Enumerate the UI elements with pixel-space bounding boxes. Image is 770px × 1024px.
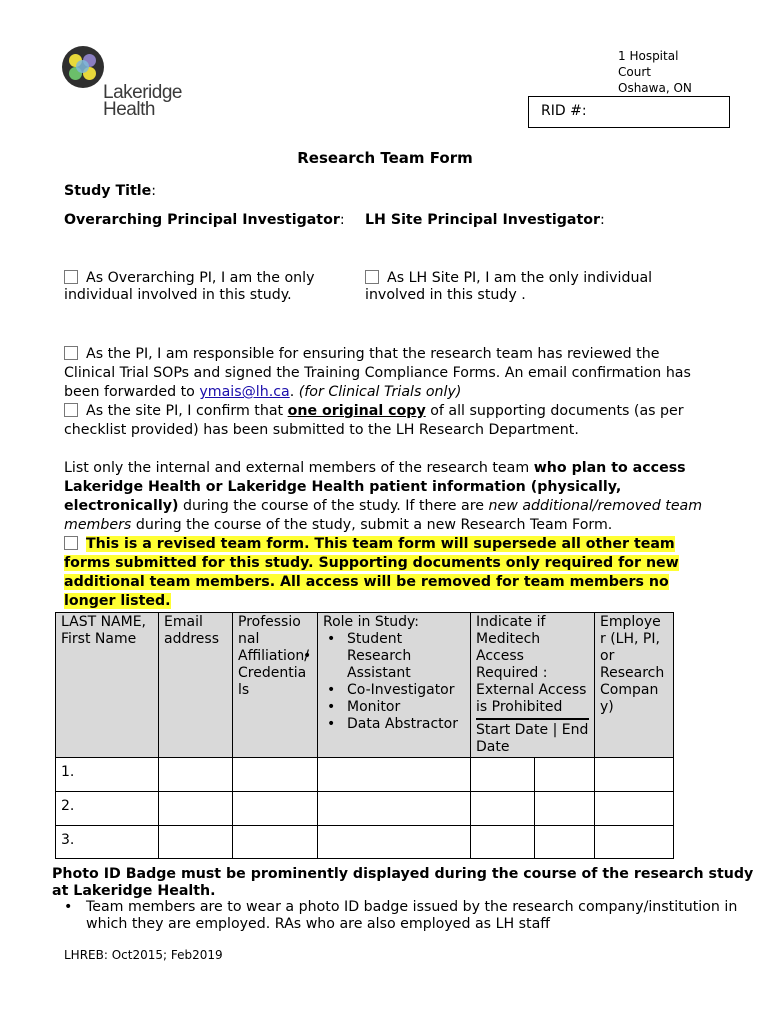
revised-form-checkbox[interactable] [64, 536, 78, 550]
revised-form-option[interactable] [64, 535, 714, 611]
rid-field[interactable] [528, 96, 730, 128]
intro-bold: who plan to access Lakeridge Health or Lakeridge Health patient information (physically, electronically) [64, 460, 686, 514]
row-number: 1. [56, 758, 159, 792]
header-email: Email address [159, 613, 233, 758]
cell-employer[interactable] [595, 792, 674, 826]
cell-start-date[interactable] [471, 758, 535, 792]
photo-id-notice: Photo ID Badge must be prominently displayed during the course of the research study at Lakeridge Health. [52, 866, 754, 899]
hospital-address [618, 48, 692, 96]
cell-start-date[interactable] [471, 792, 535, 826]
header-meditech [471, 613, 595, 758]
clinical-trials-note: (for Clinical Trials only) [298, 384, 462, 400]
site-pi-field[interactable] [365, 212, 605, 228]
intro-mid: during the course of the study. If there are [178, 498, 489, 514]
table-row[interactable] [56, 826, 674, 859]
confirm-text-post: of all supporting documents (as per checklist provided) has been submitted to the LH Research Department. [64, 403, 684, 438]
role-item: • Research Assistant [323, 648, 465, 682]
cell-email[interactable] [159, 792, 233, 826]
colon: : [339, 212, 345, 228]
cell-affiliation[interactable] [233, 758, 318, 792]
role-item: • Monitor [323, 699, 465, 716]
intro-pre: List only the internal and external members of the research team [64, 460, 534, 476]
colon: : [151, 183, 157, 199]
cell-start-date[interactable] [471, 826, 535, 859]
colon: : [600, 212, 605, 228]
cell-employer[interactable] [595, 826, 674, 859]
confirm-text-pre: As the site PI, I confirm that [86, 403, 288, 419]
cell-end-date[interactable] [534, 758, 594, 792]
role-list [323, 631, 465, 733]
role-item: • Co-Investigator [323, 682, 465, 699]
row-number: 3. [56, 826, 159, 859]
header-name: LAST NAME, First Name [56, 613, 159, 758]
intro-italic: new additional/removed team members [64, 498, 703, 533]
role-label: Role in Study: [323, 614, 419, 630]
cell-email[interactable] [159, 826, 233, 859]
cell-affiliation[interactable] [233, 826, 318, 859]
pi-responsibility-text: As the PI, I am responsible for ensuring that the research team has reviewed the Clinical Trial SOPs and signed the Training Compliance Forms. An email confirmation has been forwarded to [64, 346, 691, 400]
overarching-only-text: As Overarching PI, I am the only individual involved in this study. [64, 270, 315, 303]
logo-mark [62, 46, 104, 88]
form-title: Research Team Form [297, 149, 473, 167]
pi-responsibility-option[interactable] [64, 345, 714, 402]
cell-role[interactable] [318, 792, 471, 826]
address-line: Court [618, 65, 651, 79]
table-row[interactable] [56, 758, 674, 792]
site-pi-confirm-checkbox[interactable] [64, 403, 78, 417]
email-link[interactable]: ymais@lh.ca [199, 384, 290, 400]
cell-end-date[interactable] [534, 792, 594, 826]
list-instructions [64, 459, 714, 535]
cell-employer[interactable] [595, 758, 674, 792]
header-affiliation: Professio nal Affiliation/ Credentia ls [233, 613, 318, 758]
row-number: 2. [56, 792, 159, 826]
logo-line-1: Lakeridge [103, 82, 182, 103]
table-header-row [56, 613, 674, 758]
header-employer: Employe r (LH, PI, or Research Compan y) [595, 613, 674, 758]
rid-label: RID #: [541, 103, 587, 119]
dates-label: Start Date | End Date [476, 722, 589, 755]
cell-role[interactable] [318, 826, 471, 859]
logo-wordmark [103, 84, 182, 118]
site-pi-confirm-option[interactable] [64, 402, 714, 440]
cell-end-date[interactable] [534, 826, 594, 859]
revised-form-text-a: This is a revised team form [86, 536, 305, 552]
study-title-field[interactable] [64, 183, 156, 199]
address-line: 1 Hospital [618, 49, 679, 63]
overarching-pi-field[interactable] [64, 212, 345, 228]
intro-post: during the course of the study, submit a new Research Team Form. [131, 517, 613, 533]
cell-email[interactable] [159, 758, 233, 792]
version-footer: LHREB: Oct2015; Feb2019 [64, 948, 223, 962]
badge-bullet [64, 899, 754, 933]
site-only-option[interactable] [365, 270, 665, 304]
study-title-label: Study Title [64, 183, 152, 199]
header-role [318, 613, 471, 758]
one-original-copy: one original copy [287, 403, 426, 419]
email-suffix: . [289, 384, 299, 400]
logo-line-2: Health [103, 99, 155, 120]
site-only-checkbox[interactable] [365, 270, 379, 284]
address-line: Oshawa, ON [618, 81, 692, 95]
table-row[interactable] [56, 792, 674, 826]
bullet-icon: • [64, 899, 73, 915]
role-item: • Student [323, 631, 465, 648]
bullet-text: Team members are to wear a photo ID badge issued by the research company/institution in which they are employed. RAs who are also employed as LH staff [86, 899, 738, 932]
site-pi-label: LH Site Principal Investigator [365, 212, 601, 228]
overarching-only-checkbox[interactable] [64, 270, 78, 284]
overarching-only-option[interactable] [64, 270, 339, 304]
pi-responsibility-checkbox[interactable] [64, 346, 78, 360]
meditech-label: Indicate if Meditech Access Required : External Access is Prohibited [476, 614, 589, 720]
research-team-table [55, 612, 674, 859]
cell-affiliation[interactable] [233, 792, 318, 826]
revised-form-text-b: . This team form will supersede all other team forms submitted for this study. Supporting documents only required for new additional team members. All access will be removed for team members no longer listed. [64, 536, 679, 609]
overarching-pi-label: Overarching Principal Investigator [64, 212, 340, 228]
site-only-text: As LH Site PI, I am the only individual involved in this study . [365, 270, 653, 303]
cell-role[interactable] [318, 758, 471, 792]
role-item: • Data Abstractor [323, 716, 465, 733]
